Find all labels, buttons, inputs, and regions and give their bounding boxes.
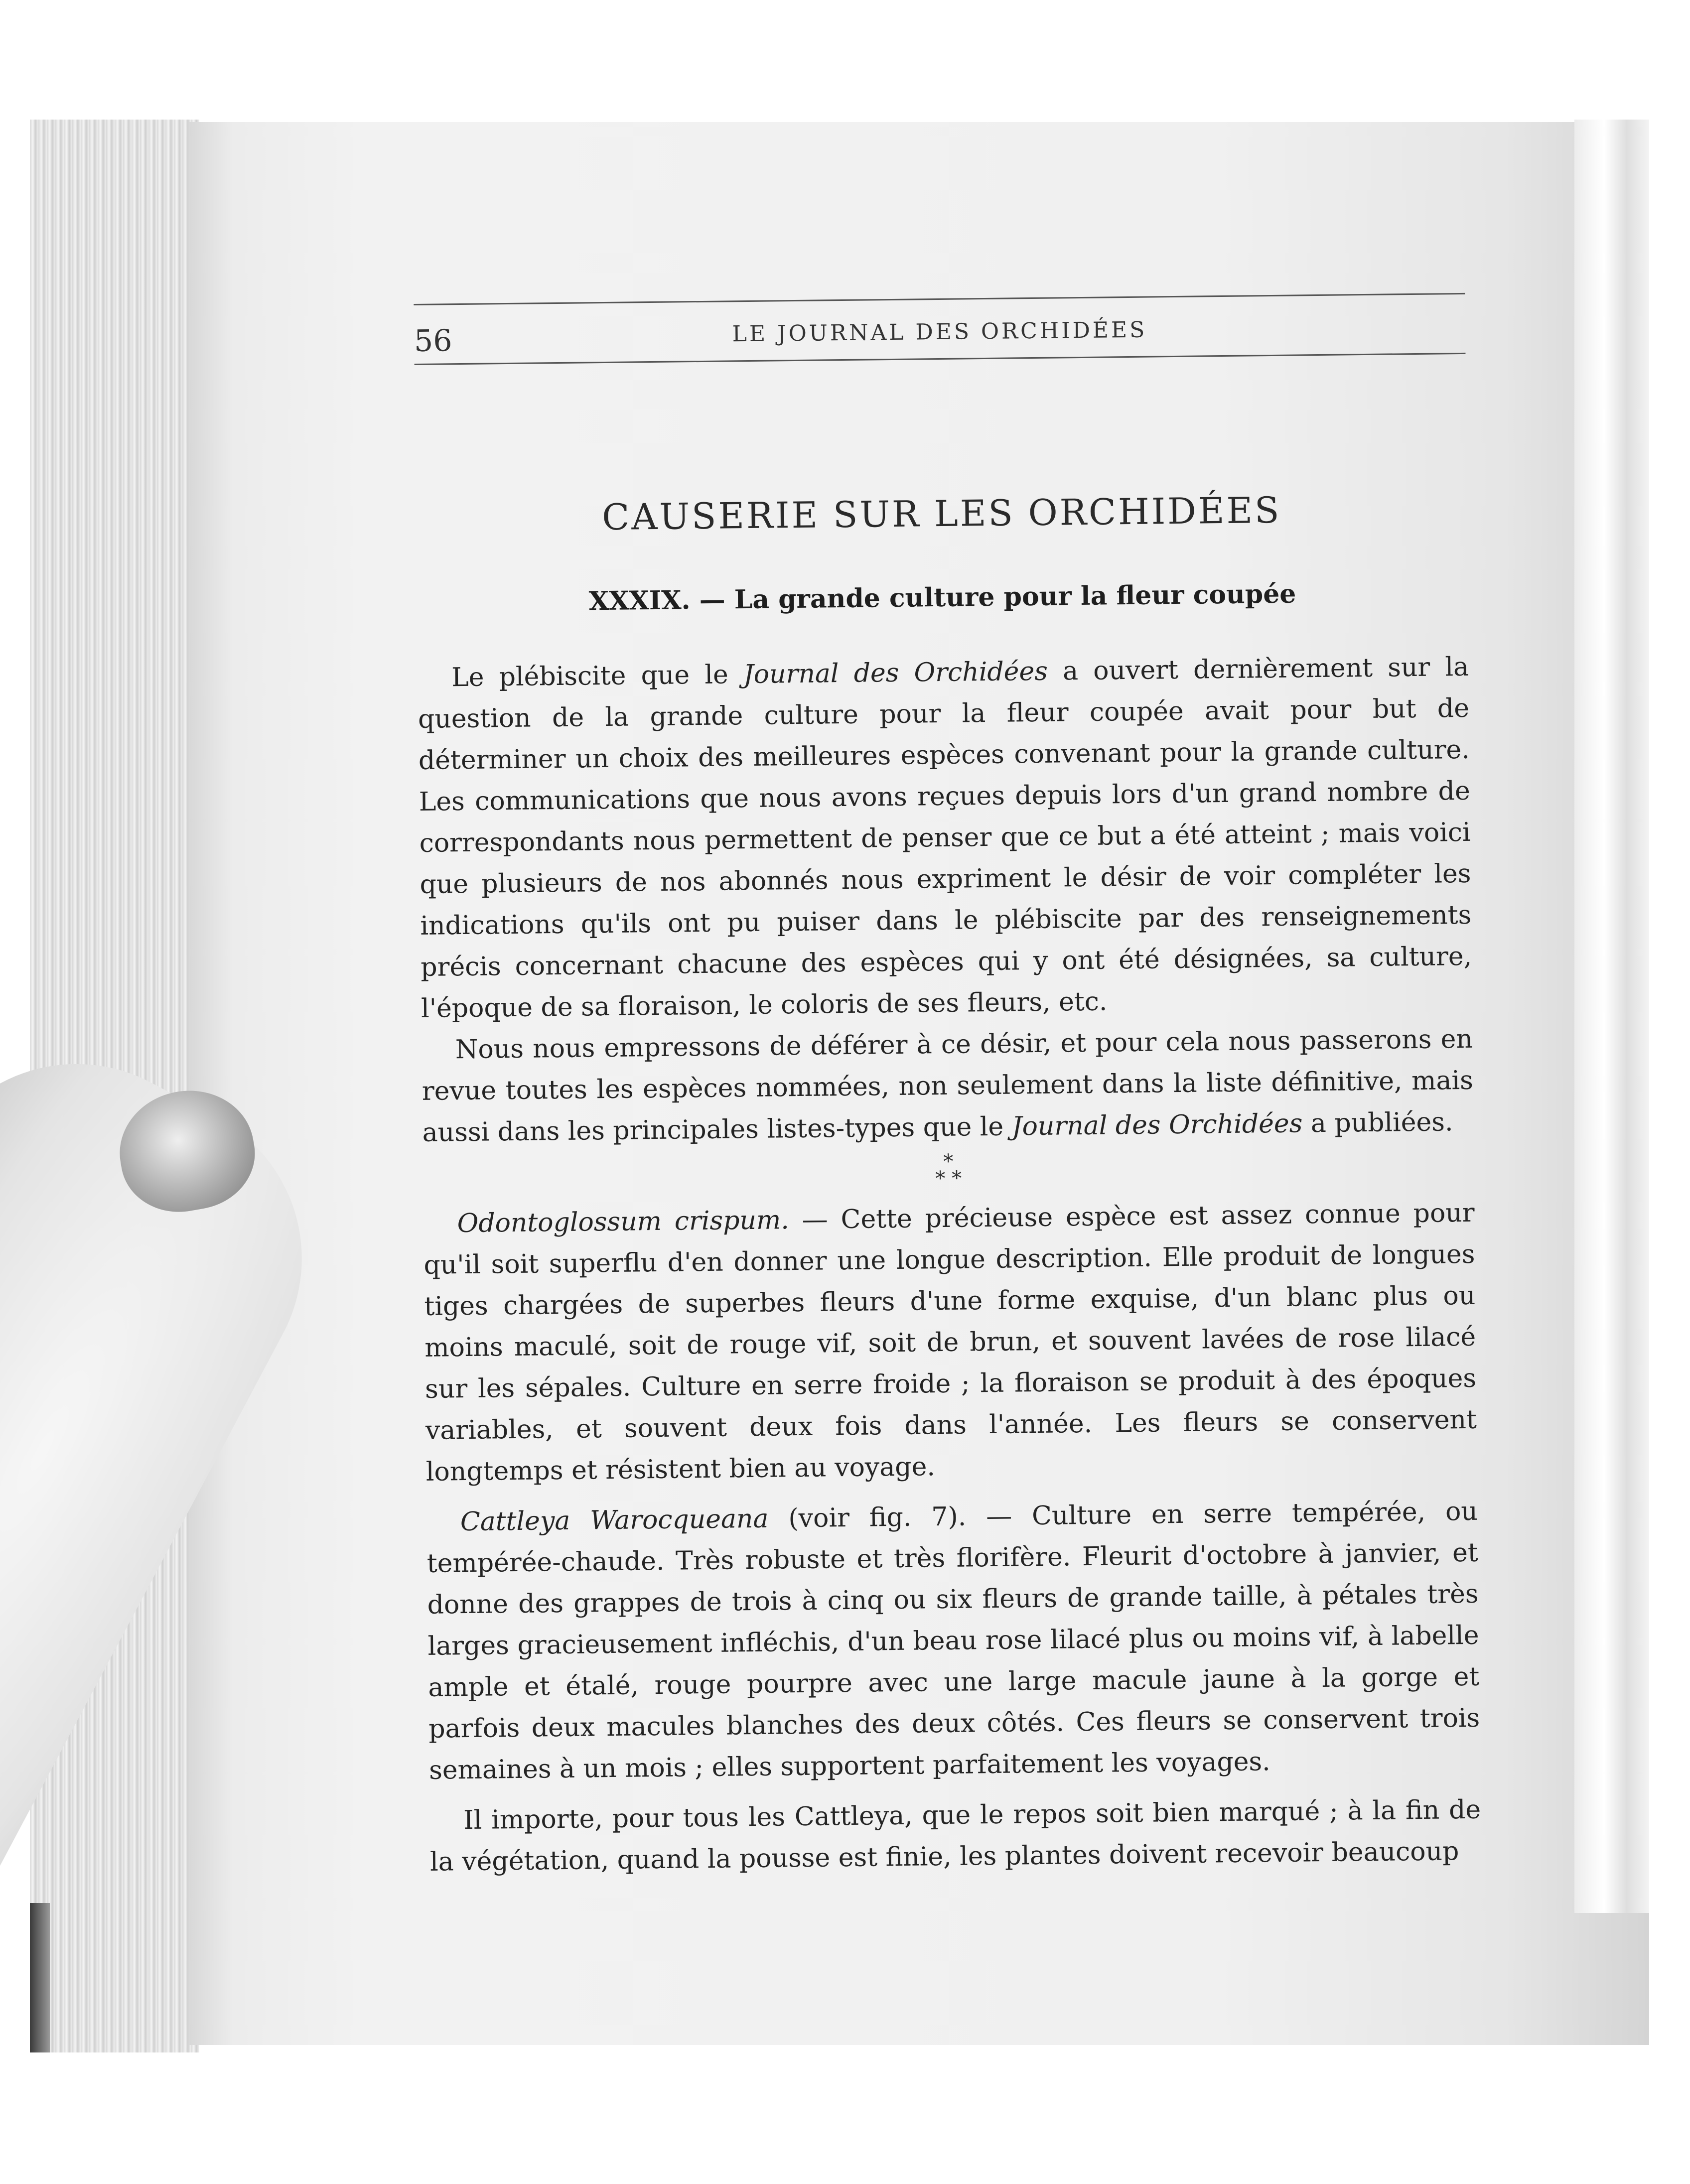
- article-body: [418, 647, 1482, 1883]
- p1-journal-name: Journal des Orchidées: [743, 656, 1048, 690]
- paragraph-2: [422, 1019, 1474, 1154]
- species-odontoglossum: Odontoglossum crispum.: [457, 1205, 790, 1239]
- journal-title: LE JOURNAL DES ORCHIDÉES: [732, 317, 1147, 347]
- p1-text-start: Le plébiscite que le: [451, 660, 744, 693]
- article-title: CAUSERIE SUR LES ORCHIDÉES: [601, 489, 1281, 539]
- paragraph-cattleya: [426, 1491, 1480, 1791]
- odontoglossum-text: — Cette précieuse espèce est assez connue pour qu'il soit superflu d'en donner une longue description. Elle produit de longues tiges chargées de superbes fleurs d'une forme exquise, d'un blanc plus ou moins maculé, soit de rouge vif, soit de brun, et souvent lavées de rose lilacé sur les sépales. Culture en serre froide ; la floraison se produit à des époques variables, et souvent deux fois dans l'année. Les fleurs se conservent longtemps et résistent bien au voyage.: [423, 1198, 1477, 1487]
- cattleya-text: (voir fig. 7). — Culture en serre tempérée, ou tempérée-chaude. Très robuste et très florifère. Fleurit d'octobre à janvier, et donne des grappes de trois à cinq ou six fleurs de grande taille, à pétales très larges gracieusement infléchis, d'un beau rose lilacé plus ou moins vif, à labelle ample et étalé, rouge pourpre avec une large macule jaune à la gorge et parfois deux macules blanches des deux côtés. Ces fleurs se conservent trois semaines à un mois ; elles supportent parfaitement les voyages.: [426, 1496, 1480, 1785]
- p1-text-rest: a ouvert dernièrement sur la question de la grande culture pour la fleur coupée avait pour but de déterminer un choix des meilleures espèces convenant pour la grande culture. Les communications que nous avons reçues depuis lors d'un grand nombre de correspondants nous permettent de penser que ce but a été atteint ; mais voici que plusieurs de nos abonnés nous expriment le désir de voir compléter les indications qu'ils ont pu puiser dans le plébiscite par des renseignements précis concernant chacune des espèces qui y ont été désignées, sa culture, l'époque de sa floraison, le coloris de ses fleurs, etc.: [418, 652, 1472, 1024]
- p2-journal-name: Journal des Orchidées: [1011, 1108, 1303, 1142]
- facing-page-edge: [1574, 120, 1649, 1913]
- p2-text-end: a publiées.: [1302, 1107, 1453, 1139]
- species-cattleya: Cattleya Warocqueana: [460, 1503, 769, 1537]
- asterism-bottom: * *: [935, 1167, 962, 1191]
- paragraph-cattleya-rest: Il importe, pour tous les Cattleya, que le repos soit bien marqué ; à la fin de la végétation, quand la pousse est finie, les plantes doivent recevoir beaucoup: [429, 1794, 1481, 1877]
- article-subtitle: XXXIX. — La grande culture pour la fleur coupée: [588, 578, 1296, 617]
- paragraph-odontoglossum: [423, 1193, 1477, 1493]
- asterism-top: *: [943, 1150, 954, 1173]
- page-number: 56: [414, 323, 452, 359]
- paragraph-1: [418, 647, 1473, 1030]
- p2-text-start: Nous nous empressons de déférer à ce désir, et pour cela nous passerons en revue toutes les espèces nommées, non seulement dans la liste définitive, mais aussi dans les principales listes-types que le: [422, 1024, 1474, 1148]
- book-spine-shadow: [30, 1903, 50, 2052]
